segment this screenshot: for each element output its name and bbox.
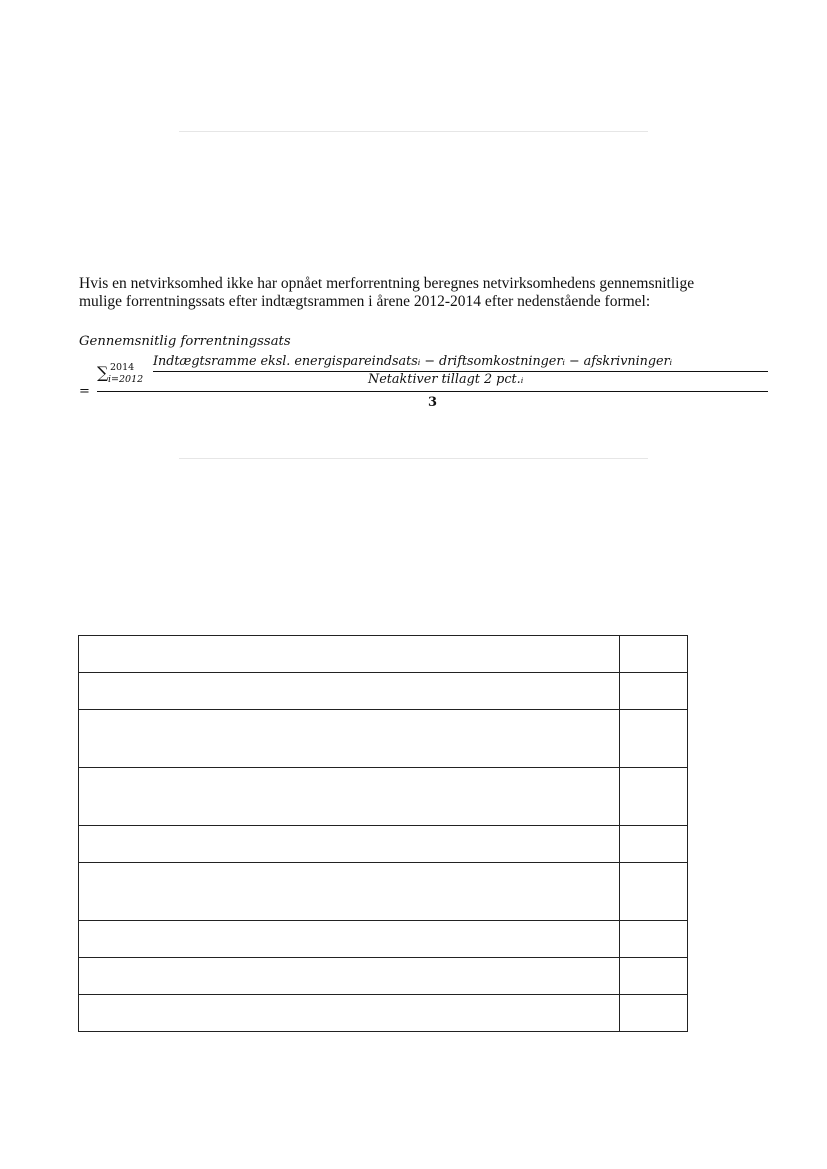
table-cell-description [79, 768, 620, 826]
table-cell-value [620, 863, 688, 921]
table-cell-description [79, 826, 620, 863]
sum-upper-limit: 2014 [110, 362, 135, 373]
equals-sign: = [79, 384, 90, 399]
table-row [79, 921, 688, 958]
blank-table [78, 635, 688, 1032]
paragraph-line-2: mulige forrentningssats efter indtægtsrammen i årene 2012-2014 efter nedenstående formel: [79, 293, 651, 310]
table-row [79, 958, 688, 995]
formula-denominator: Netaktiver tillagt 2 pct.ᵢ [368, 372, 524, 387]
table-cell-description [79, 995, 620, 1032]
outer-fraction-bar [97, 391, 768, 392]
formula-label: Gennemsnitlig forrentningssats [79, 334, 291, 349]
sum-lower-limit: i=2012 [108, 374, 144, 385]
table-row [79, 995, 688, 1032]
table-cell-value [620, 826, 688, 863]
table-cell-description [79, 863, 620, 921]
paragraph-line-1: Hvis en netvirksomhed ikke har opnået merforrentning beregnes netvirksomhedens gennemsnitlige [79, 275, 695, 292]
formula-numerator: Indtægtsramme eksl. energispareindsatsᵢ − driftsomkostningerᵢ − afskrivningerᵢ [153, 354, 673, 369]
table-row [79, 768, 688, 826]
bottom-separator-line [179, 458, 648, 459]
table-cell-value [620, 921, 688, 958]
table-cell-description [79, 921, 620, 958]
top-separator-line [179, 131, 648, 132]
table-row [79, 636, 688, 673]
table-cell-value [620, 958, 688, 995]
table-cell-description [79, 958, 620, 995]
intro-paragraph [79, 275, 759, 311]
table-cell-value [620, 636, 688, 673]
table-row [79, 710, 688, 768]
table-cell-value [620, 673, 688, 710]
table-cell-description [79, 636, 620, 673]
table-row [79, 673, 688, 710]
table-row [79, 863, 688, 921]
table-cell-description [79, 710, 620, 768]
table-cell-description [79, 673, 620, 710]
table-cell-value [620, 710, 688, 768]
table-cell-value [620, 995, 688, 1032]
table-row [79, 826, 688, 863]
sum-symbol: ∑ [97, 363, 109, 382]
table-cell-value [620, 768, 688, 826]
outer-denominator: 3 [428, 395, 438, 410]
